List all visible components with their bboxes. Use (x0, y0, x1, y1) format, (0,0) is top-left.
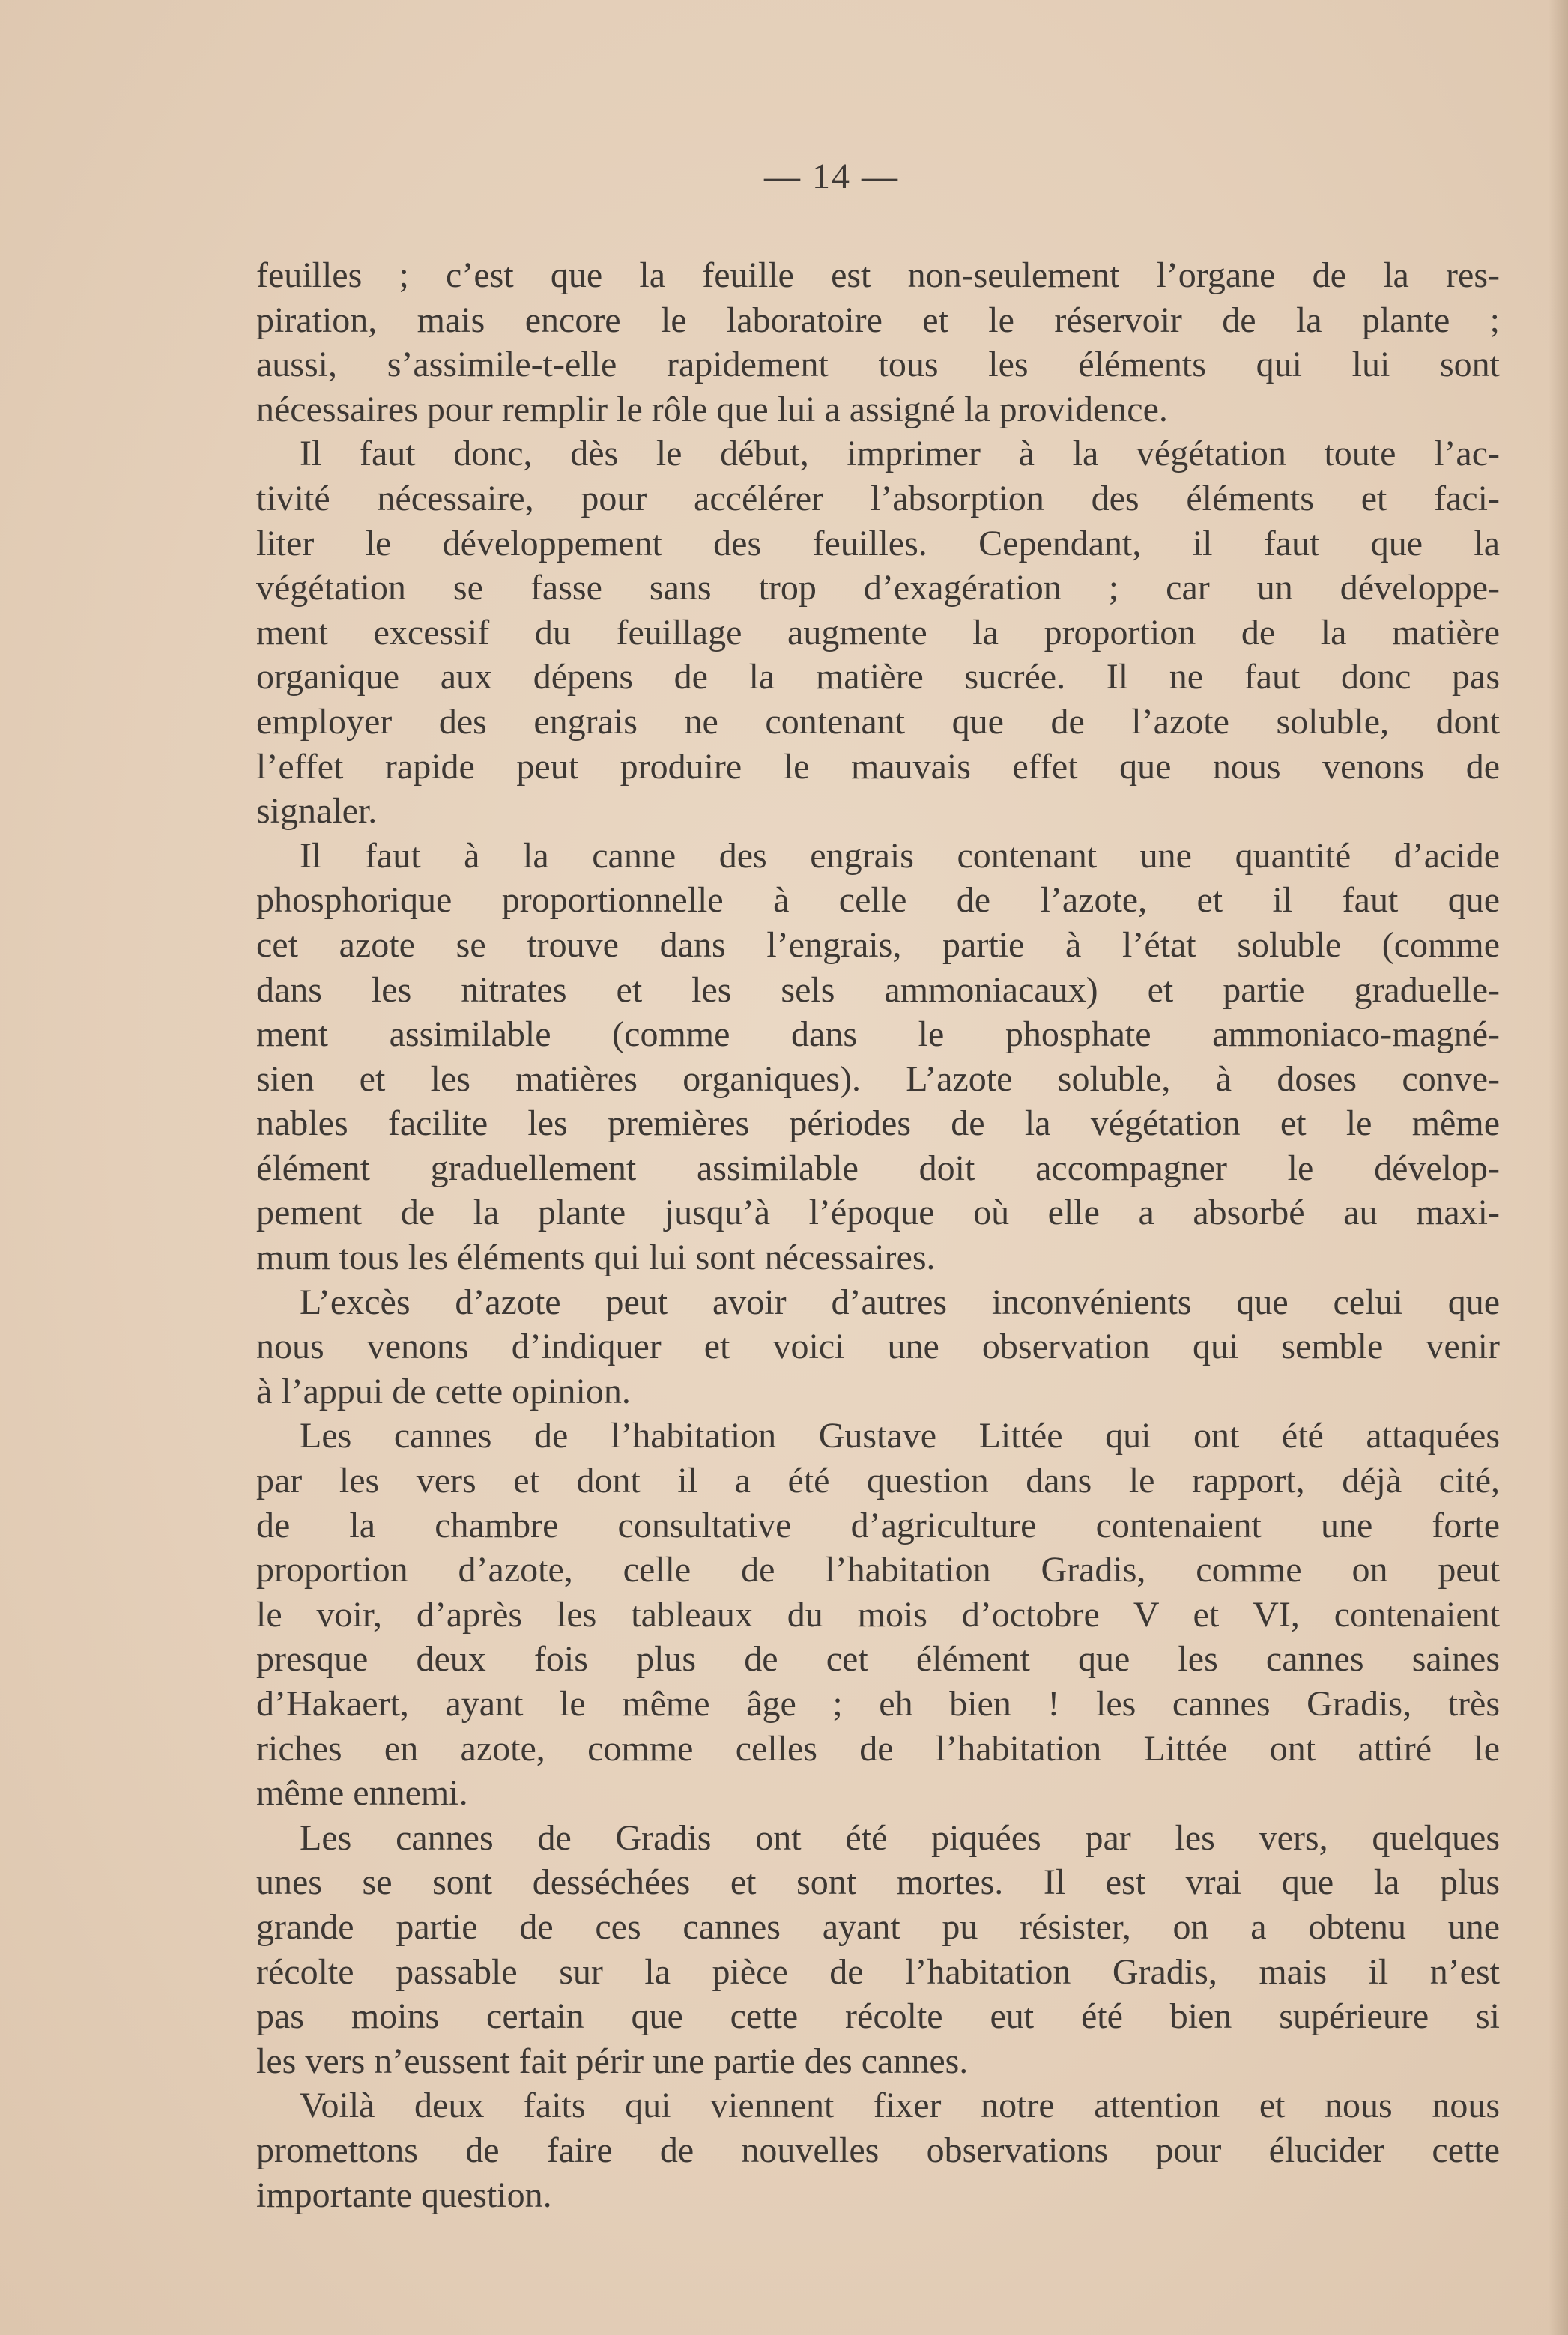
text-line: proportion d’azote, celle de l’habitation Gradis, comme on peut (256, 1550, 1500, 1590)
text-line: l’effet rapide peut produire le mauvais effet que nous venons de (256, 746, 1500, 787)
page-edge-shadow (1549, 0, 1568, 2335)
text-line: le voir, d’après les tableaux du mois d’octobre V et VI, contenaient (256, 1594, 1500, 1635)
text-line: sien et les matières organiques). L’azote soluble, à doses conve- (256, 1059, 1500, 1099)
text-line: Il faut donc, dès le début, imprimer à la végétation toute l’ac- (300, 434, 1500, 474)
text-line: tivité nécessaire, pour accélérer l’absorption des éléments et faci- (256, 478, 1500, 518)
text-line: élément graduellement assimilable doit accompagner le dévelop- (256, 1148, 1500, 1188)
text-line: cet azote se trouve dans l’engrais, partie à l’état soluble (comme (256, 924, 1500, 965)
text-line: pement de la plante jusqu’à l’époque où elle a absorbé au maxi- (256, 1193, 1500, 1233)
text-line: d’Hakaert, ayant le même âge ; eh bien ! les cannes Gradis, très (256, 1684, 1500, 1724)
text-line: presque deux fois plus de cet élément que les cannes saines (256, 1639, 1500, 1680)
text-line: employer des engrais ne contenant que de l’azote soluble, dont (256, 701, 1500, 742)
text-line: L’excès d’azote peut avoir d’autres inconvénients que celui que (300, 1282, 1500, 1322)
text-line: à l’appui de cette opinion. (256, 1371, 631, 1411)
text-line: végétation se fasse sans trop d’exagération ; car un développe- (256, 568, 1500, 608)
text-line: piration, mais encore le laboratoire et le réservoir de la plante ; (256, 300, 1500, 340)
text-line: Les cannes de l’habitation Gustave Littée qui ont été attaquées (300, 1416, 1500, 1456)
text-line: Il faut à la canne des engrais contenant une quantité d’acide (300, 835, 1500, 876)
text-line: grande partie de ces cannes ayant pu résister, on a obtenu une (256, 1907, 1500, 1947)
text-line: même ennemi. (256, 1773, 468, 1814)
text-line: importante question. (256, 2175, 552, 2215)
text-line: ment assimilable (comme dans le phosphate ammoniaco-magné- (256, 1014, 1500, 1055)
text-line: par les vers et dont il a été question dans le rapport, déjà cité, (256, 1461, 1500, 1501)
text-line: dans les nitrates et les sels ammoniacaux) et partie graduelle- (256, 969, 1500, 1010)
text-line: nables facilite les premières périodes de la végétation et le même (256, 1103, 1500, 1144)
text-line: de la chambre consultative d’agriculture contenaient une forte (256, 1505, 1500, 1545)
text-line: organique aux dépens de la matière sucrée. Il ne faut donc pas (256, 657, 1500, 697)
text-line: Voilà deux faits qui viennent fixer notre attention et nous nous (300, 2086, 1500, 2126)
text-line: mum tous les éléments qui lui sont nécessaires. (256, 1238, 936, 1278)
text-line: riches en azote, comme celles de l’habitation Littée ont attiré le (256, 1728, 1500, 1769)
text-line: Les cannes de Gradis ont été piquées par les vers, quelques (300, 1817, 1500, 1858)
text-line: ment excessif du feuillage augmente la proportion de la matière (256, 612, 1500, 652)
text-line: promettons de faire de nouvelles observations pour élucider cette (256, 2130, 1500, 2170)
text-line: liter le développement des feuilles. Cependant, il faut que la (256, 523, 1500, 563)
page-number: — 14 — (764, 157, 899, 196)
text-line: phosphorique proportionnelle à celle de l’azote, et il faut que (256, 880, 1500, 921)
text-line: récolte passable sur la pièce de l’habitation Gradis, mais il n’est (256, 1951, 1500, 1992)
text-line: signaler. (256, 791, 378, 832)
body-text (256, 253, 1500, 2217)
text-line: aussi, s’assimile-t-elle rapidement tous les éléments qui lui sont (256, 345, 1500, 385)
text-line: unes se sont desséchées et sont mortes. Il est vrai que la plus (256, 1862, 1500, 1903)
text-line: nécessaires pour remplir le rôle que lui a assigné la providence. (256, 389, 1168, 429)
text-line: les vers n’eussent fait périr une partie des cannes. (256, 2041, 969, 2081)
text-line: feuilles ; c’est que la feuille est non-seulement l’organe de la res- (256, 255, 1500, 295)
text-line: pas moins certain que cette récolte eut été bien supérieure si (256, 1996, 1500, 2037)
text-line: nous venons d’indiquer et voici une observation qui semble venir (256, 1327, 1500, 1367)
